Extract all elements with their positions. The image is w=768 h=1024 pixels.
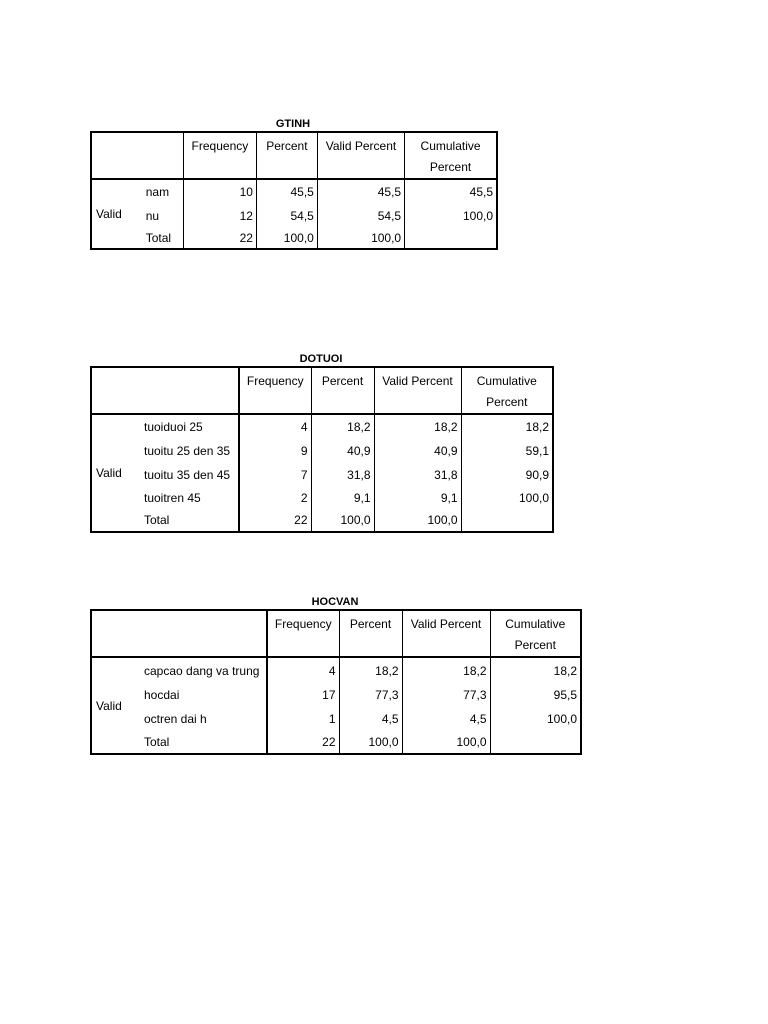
- cell-cumulative-percent: 45,5: [469, 185, 493, 199]
- cell-frequency: 22: [239, 509, 311, 532]
- cell-valid-percent: 31,8: [374, 463, 461, 486]
- cell-cumulative-percent: 100,0: [462, 208, 493, 223]
- cell-percent: 40,9: [311, 439, 374, 463]
- table-row: [91, 439, 553, 463]
- frequency-table: [90, 366, 554, 533]
- cell-frequency: 1: [267, 707, 339, 730]
- header-percent: Percent: [311, 367, 374, 414]
- row-label: tuoitu 25 den 35: [138, 439, 239, 463]
- table-row: [91, 486, 553, 509]
- cell-frequency: 12: [183, 204, 256, 227]
- cell-percent: 31,8: [311, 463, 374, 486]
- cell-percent: 100,0: [311, 509, 374, 532]
- cell-frequency: 9: [239, 439, 311, 463]
- frequency-table: [90, 609, 582, 755]
- group-label: Valid: [96, 698, 122, 713]
- cell-percent: 54,5: [256, 204, 317, 227]
- cell-percent: 45,5: [256, 179, 317, 204]
- table-row: [91, 179, 497, 204]
- cell-valid-percent: 18,2: [402, 657, 490, 683]
- cell-frequency: 4: [239, 414, 311, 439]
- header-cumulative-percent: [405, 132, 497, 179]
- cell-cumulative-percent: 90,9: [525, 467, 549, 482]
- header-valid-percent: Valid Percent: [374, 367, 461, 414]
- header-row: [91, 367, 553, 414]
- cell-valid-percent: 18,2: [374, 414, 461, 439]
- table-row: [91, 707, 581, 730]
- row-label: nam: [140, 179, 184, 204]
- cell-percent: 18,2: [339, 657, 402, 683]
- cell-cumulative-percent: [405, 227, 497, 249]
- cell-valid-percent: 9,1: [374, 486, 461, 509]
- cell-cumulative-percent: 100,0: [518, 490, 549, 505]
- header-frequency: Frequency: [267, 610, 339, 657]
- header-row: [91, 132, 497, 179]
- header-cumulative-line1: Cumulative: [476, 374, 537, 388]
- row-label: capcao dang va trung: [138, 657, 267, 683]
- table-row-total: [91, 730, 581, 754]
- row-label: octren dai h: [138, 707, 267, 730]
- header-row: [91, 610, 581, 657]
- header-cumulative-line2: Percent: [514, 638, 556, 652]
- table-row: [91, 683, 581, 707]
- row-label: tuoitren 45: [138, 486, 239, 509]
- cell-valid-percent: 4,5: [402, 707, 490, 730]
- cell-valid-percent: 100,0: [402, 730, 490, 754]
- table-title: DOTUOI: [299, 353, 343, 365]
- header-frequency: Frequency: [183, 132, 256, 179]
- row-label: nu: [140, 204, 184, 227]
- header-cumulative-line2: Percent: [429, 160, 472, 174]
- cell-percent: 18,2: [311, 414, 374, 439]
- header-cumulative-line1: Cumulative: [420, 139, 481, 153]
- row-label: Total: [140, 227, 184, 249]
- row-label: tuoitu 35 den 45: [138, 463, 239, 486]
- cell-frequency: 22: [267, 730, 339, 754]
- header-cumulative-line1: Cumulative: [505, 617, 566, 631]
- header-cumulative-line2: Percent: [486, 395, 528, 409]
- group-label: Valid: [96, 207, 122, 221]
- cell-percent: 100,0: [339, 730, 402, 754]
- table-row: [91, 657, 581, 683]
- cell-cumulative-percent: [490, 730, 581, 754]
- row-label: Total: [138, 730, 267, 754]
- cell-cumulative-percent: 95,5: [553, 688, 577, 702]
- cell-frequency: 10: [183, 179, 256, 204]
- cell-cumulative-percent: [461, 509, 553, 532]
- table-row: [91, 204, 497, 227]
- cell-valid-percent: 100,0: [317, 227, 404, 249]
- header-valid-percent: Valid Percent: [402, 610, 490, 657]
- table-row: [91, 414, 553, 439]
- cell-valid-percent: 54,5: [317, 204, 404, 227]
- table-title: GTINH: [275, 118, 311, 130]
- table-row-total: [91, 227, 497, 249]
- cell-percent: 100,0: [256, 227, 317, 249]
- cell-percent: 9,1: [311, 486, 374, 509]
- cell-frequency: 22: [183, 227, 256, 249]
- table-row-total: [91, 509, 553, 532]
- cell-cumulative-percent: 18,2: [525, 420, 549, 434]
- cell-cumulative-percent: 18,2: [553, 663, 577, 678]
- cell-frequency: 2: [239, 486, 311, 509]
- cell-percent: 4,5: [339, 707, 402, 730]
- header-cumulative-percent: [490, 610, 581, 657]
- frequency-table: [90, 131, 498, 250]
- row-label: Total: [138, 509, 239, 532]
- cell-valid-percent: 40,9: [374, 439, 461, 463]
- cell-cumulative-percent: 100,0: [546, 711, 577, 726]
- table-title: HOCVAN: [311, 596, 359, 608]
- header-valid-percent: Valid Percent: [317, 132, 404, 179]
- cell-cumulative-percent: 59,1: [525, 444, 549, 458]
- cell-valid-percent: 100,0: [374, 509, 461, 532]
- header-cumulative-percent: [461, 367, 553, 414]
- row-label: tuoiduoi 25: [138, 414, 239, 439]
- header-frequency: Frequency: [239, 367, 311, 414]
- row-label: hocdai: [138, 683, 267, 707]
- header-percent: Percent: [256, 132, 317, 179]
- cell-frequency: 17: [267, 683, 339, 707]
- header-percent: Percent: [339, 610, 402, 657]
- cell-frequency: 4: [267, 657, 339, 683]
- group-label: Valid: [96, 466, 122, 480]
- cell-valid-percent: 45,5: [317, 179, 404, 204]
- cell-frequency: 7: [239, 463, 311, 486]
- cell-valid-percent: 77,3: [402, 683, 490, 707]
- table-row: [91, 463, 553, 486]
- cell-percent: 77,3: [339, 683, 402, 707]
